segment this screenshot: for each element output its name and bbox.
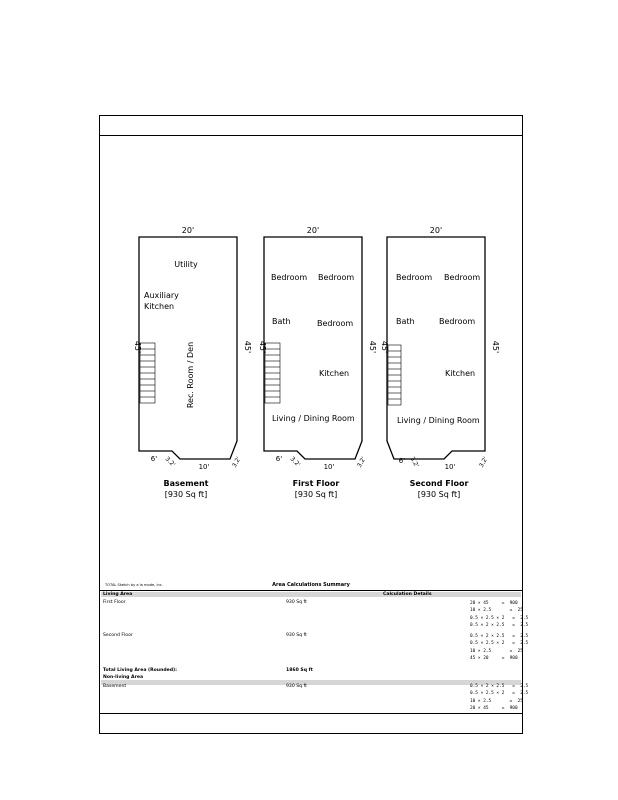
sketch-page [99,115,529,734]
room-rec-den: Rec. Room / Den [186,341,195,409]
first-floor-calculations: 20 × 45 = 900 10 × 2.5 = 25 0.5 × 2.5 × 2 = 2.5 0.5 × 2 × 2.5 = 2.5 [470,601,529,629]
non-living-area-header-bar [101,680,521,685]
living-area-header-bar [101,592,521,597]
room-living-dining: Living / Dining Room [272,414,355,423]
summary-rule [100,590,522,591]
non-living-area-header: Non-living Area [103,675,144,680]
first-floor-outline [264,237,362,459]
room-bath: Bath [396,317,415,326]
room-bedroom-2: Bedroom [444,273,481,282]
living-area-header: Living Area [103,592,133,597]
room-bedroom-3: Bedroom [439,317,476,326]
right-dimension: 45' [243,340,252,354]
top-dimension: 20' [429,226,443,235]
room-living-dining: Living / Dining Room [397,416,480,425]
second-floor-area: 930 Sq ft [286,633,307,638]
first-floor-area: 930 Sq ft [286,600,307,605]
room-auxiliary-line2: Kitchen [144,302,175,311]
calculation-details-header: Calculation Details [383,592,432,597]
floor-name: Second Floor [409,479,469,488]
right-dimension: 45' [368,340,377,354]
top-dimension: 20' [181,226,195,235]
top-dimension: 20' [306,226,320,235]
floor-plan-drawing [100,116,524,576]
room-bedroom-3: Bedroom [317,319,354,328]
left-dimension: 45' [258,340,267,354]
room-utility: Utility [174,260,198,269]
basement-area: 930 Sq ft [286,684,307,689]
second-floor-outline [387,237,485,459]
total-living-area-value: 1860 Sq ft [286,668,313,673]
summary-title: Area Calculations Summary [272,582,350,588]
room-bath: Bath [272,317,291,326]
floor-name: Basement [163,479,209,488]
second-floor-calculations: 0.5 × 2 × 2.5 = 2.5 0.5 × 2.5 × 2 = 2.5 10 × 2.5 = 25 45 × 20 = 900 [470,634,529,662]
bottom-left-dimension: 6' [275,455,283,463]
floor-name: First Floor [292,479,340,488]
floor-area: [930 Sq ft] [164,490,208,499]
total-living-area-label: Total Living Area (Rounded): [103,668,177,673]
corner-left-dimension: 3.2' [163,455,177,469]
left-dimension: 45' [133,340,142,354]
room-auxiliary-line1: Auxiliary [144,291,179,300]
bottom-left-dimension: 6' [398,457,406,465]
corner-right-dimension: 3.2' [230,455,243,469]
bottom-left-dimension: 6' [150,455,158,463]
floor-first [258,226,377,499]
left-dimension: 45' [380,340,389,354]
corner-right-dimension: 3.2' [355,455,368,469]
floor-basement [133,226,252,499]
stairs [388,345,401,405]
corner-left-dimension: 3.2' [288,455,302,469]
floor-second [380,226,500,499]
floor-area: [930 Sq ft] [417,490,461,499]
bottom-mid-dimension: 10' [198,463,210,471]
floor-area: [930 Sq ft] [294,490,338,499]
bottom-mid-dimension: 10' [323,463,335,471]
room-bedroom-1: Bedroom [271,273,308,282]
bottom-mid-dimension: 10' [444,463,456,471]
corner-right-dimension: 3.2' [477,455,490,469]
room-kitchen: Kitchen [319,369,350,378]
right-dimension: 45' [491,340,500,354]
second-floor-label: Second Floor [103,633,133,638]
software-credit: TOTAL Sketch by a la mode, inc. [105,583,163,587]
first-floor-label: First Floor [103,600,126,605]
footer-bar [100,713,522,733]
corner-left-dimension: 3.2' [408,455,421,469]
room-bedroom-2: Bedroom [318,273,355,282]
basement-calculations: 0.5 × 2 × 2.5 = 2.5 0.5 × 2.5 × 2 = 2.5 10 × 2.5 = 25 20 × 45 = 900 [470,684,529,712]
room-bedroom-1: Bedroom [396,273,433,282]
basement-label: Basement [103,684,127,689]
room-kitchen: Kitchen [445,369,476,378]
